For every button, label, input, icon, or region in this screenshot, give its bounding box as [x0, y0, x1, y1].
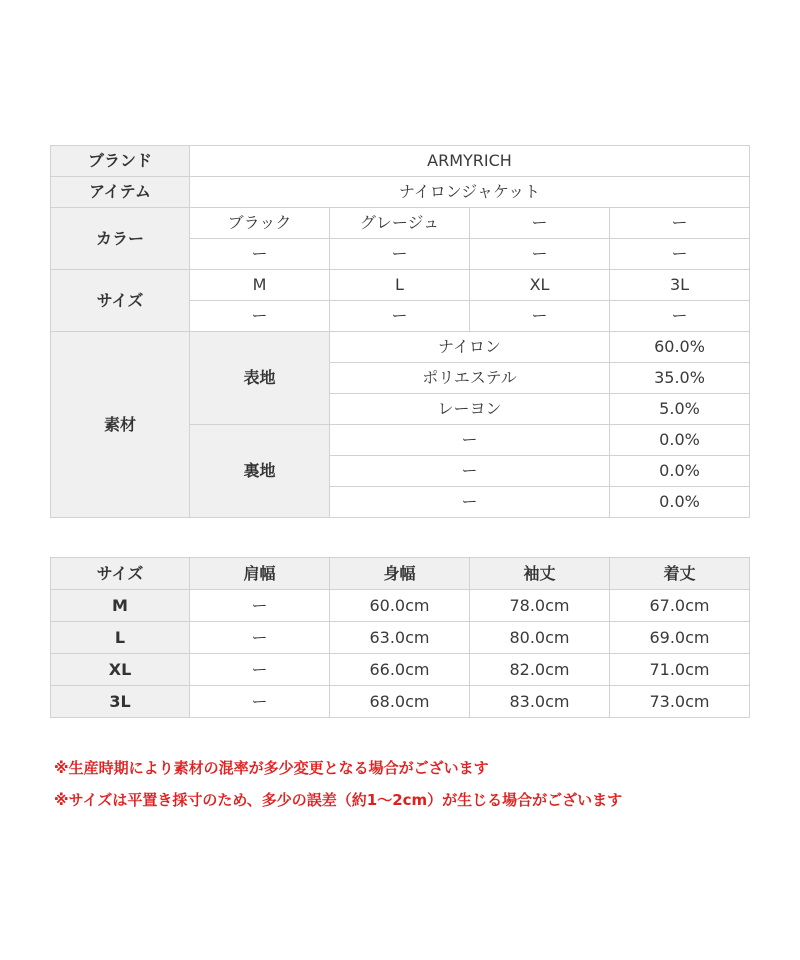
color-cell: ー — [610, 239, 750, 270]
color-cell: ー — [470, 208, 610, 239]
shoulder-header: 肩幅 — [190, 558, 330, 590]
length-header: 着丈 — [610, 558, 750, 590]
material-name: ー — [330, 456, 610, 487]
sleeve-header: 袖丈 — [470, 558, 610, 590]
measure-cell: 80.0cm — [470, 622, 610, 654]
measure-cell: ー — [190, 590, 330, 622]
measure-cell: 71.0cm — [610, 654, 750, 686]
measure-cell: 68.0cm — [330, 686, 470, 718]
size-name: L — [51, 622, 190, 654]
product-spec-table — [50, 145, 750, 518]
size-cell: ー — [470, 301, 610, 332]
color-cell: ー — [610, 208, 750, 239]
color-cell: ブラック — [190, 208, 330, 239]
outer-label: 表地 — [190, 332, 330, 425]
measure-cell: ー — [190, 654, 330, 686]
brand-label: ブランド — [51, 146, 190, 177]
item-label: アイテム — [51, 177, 190, 208]
material-name: ー — [330, 487, 610, 518]
measure-cell: 69.0cm — [610, 622, 750, 654]
color-cell: ー — [190, 239, 330, 270]
measure-cell: 82.0cm — [470, 654, 610, 686]
material-percent: 5.0% — [610, 394, 750, 425]
material-percent: 0.0% — [610, 456, 750, 487]
measure-cell: 78.0cm — [470, 590, 610, 622]
material-percent: 0.0% — [610, 425, 750, 456]
table-row — [51, 654, 750, 686]
measure-cell: 67.0cm — [610, 590, 750, 622]
size-name: 3L — [51, 686, 190, 718]
material-name: レーヨン — [330, 394, 610, 425]
note-blend-change: ※生産時期により素材の混率が多少変更となる場合がございます — [54, 759, 489, 777]
item-row — [51, 177, 750, 208]
color-cell: ー — [330, 239, 470, 270]
size-cell: ー — [190, 301, 330, 332]
size-name: XL — [51, 654, 190, 686]
brand-row — [51, 146, 750, 177]
table-row — [51, 590, 750, 622]
size-measurement-table — [50, 557, 750, 718]
material-percent: 35.0% — [610, 363, 750, 394]
measure-cell: 83.0cm — [470, 686, 610, 718]
material-name: ナイロン — [330, 332, 610, 363]
size-cell: ー — [330, 301, 470, 332]
material-name: ー — [330, 425, 610, 456]
measure-cell: 66.0cm — [330, 654, 470, 686]
color-label: カラー — [51, 208, 190, 270]
size-header: サイズ — [51, 558, 190, 590]
measure-cell: ー — [190, 686, 330, 718]
material-row — [51, 332, 750, 363]
measure-cell: 63.0cm — [330, 622, 470, 654]
item-value: ナイロンジャケット — [190, 177, 750, 208]
material-percent: 0.0% — [610, 487, 750, 518]
material-name: ポリエステル — [330, 363, 610, 394]
size-cell: L — [330, 270, 470, 301]
notes — [54, 752, 622, 816]
table-row — [51, 686, 750, 718]
material-percent: 60.0% — [610, 332, 750, 363]
size-cell: 3L — [610, 270, 750, 301]
color-cell: ー — [470, 239, 610, 270]
measure-cell: 73.0cm — [610, 686, 750, 718]
size-cell: M — [190, 270, 330, 301]
size-cell: ー — [610, 301, 750, 332]
color-row — [51, 208, 750, 239]
lining-label: 裏地 — [190, 425, 330, 518]
brand-value: ARMYRICH — [190, 146, 750, 177]
note-measurement-error: ※サイズは平置き採寸のため、多少の誤差（約1～2cm）が生じる場合がございます — [54, 791, 623, 809]
size-row — [51, 270, 750, 301]
size-table-header-row — [51, 558, 750, 590]
material-label: 素材 — [51, 332, 190, 518]
table-row — [51, 622, 750, 654]
size-name: M — [51, 590, 190, 622]
size-cell: XL — [470, 270, 610, 301]
measure-cell: 60.0cm — [330, 590, 470, 622]
chest-header: 身幅 — [330, 558, 470, 590]
measure-cell: ー — [190, 622, 330, 654]
size-label: サイズ — [51, 270, 190, 332]
color-cell: グレージュ — [330, 208, 470, 239]
